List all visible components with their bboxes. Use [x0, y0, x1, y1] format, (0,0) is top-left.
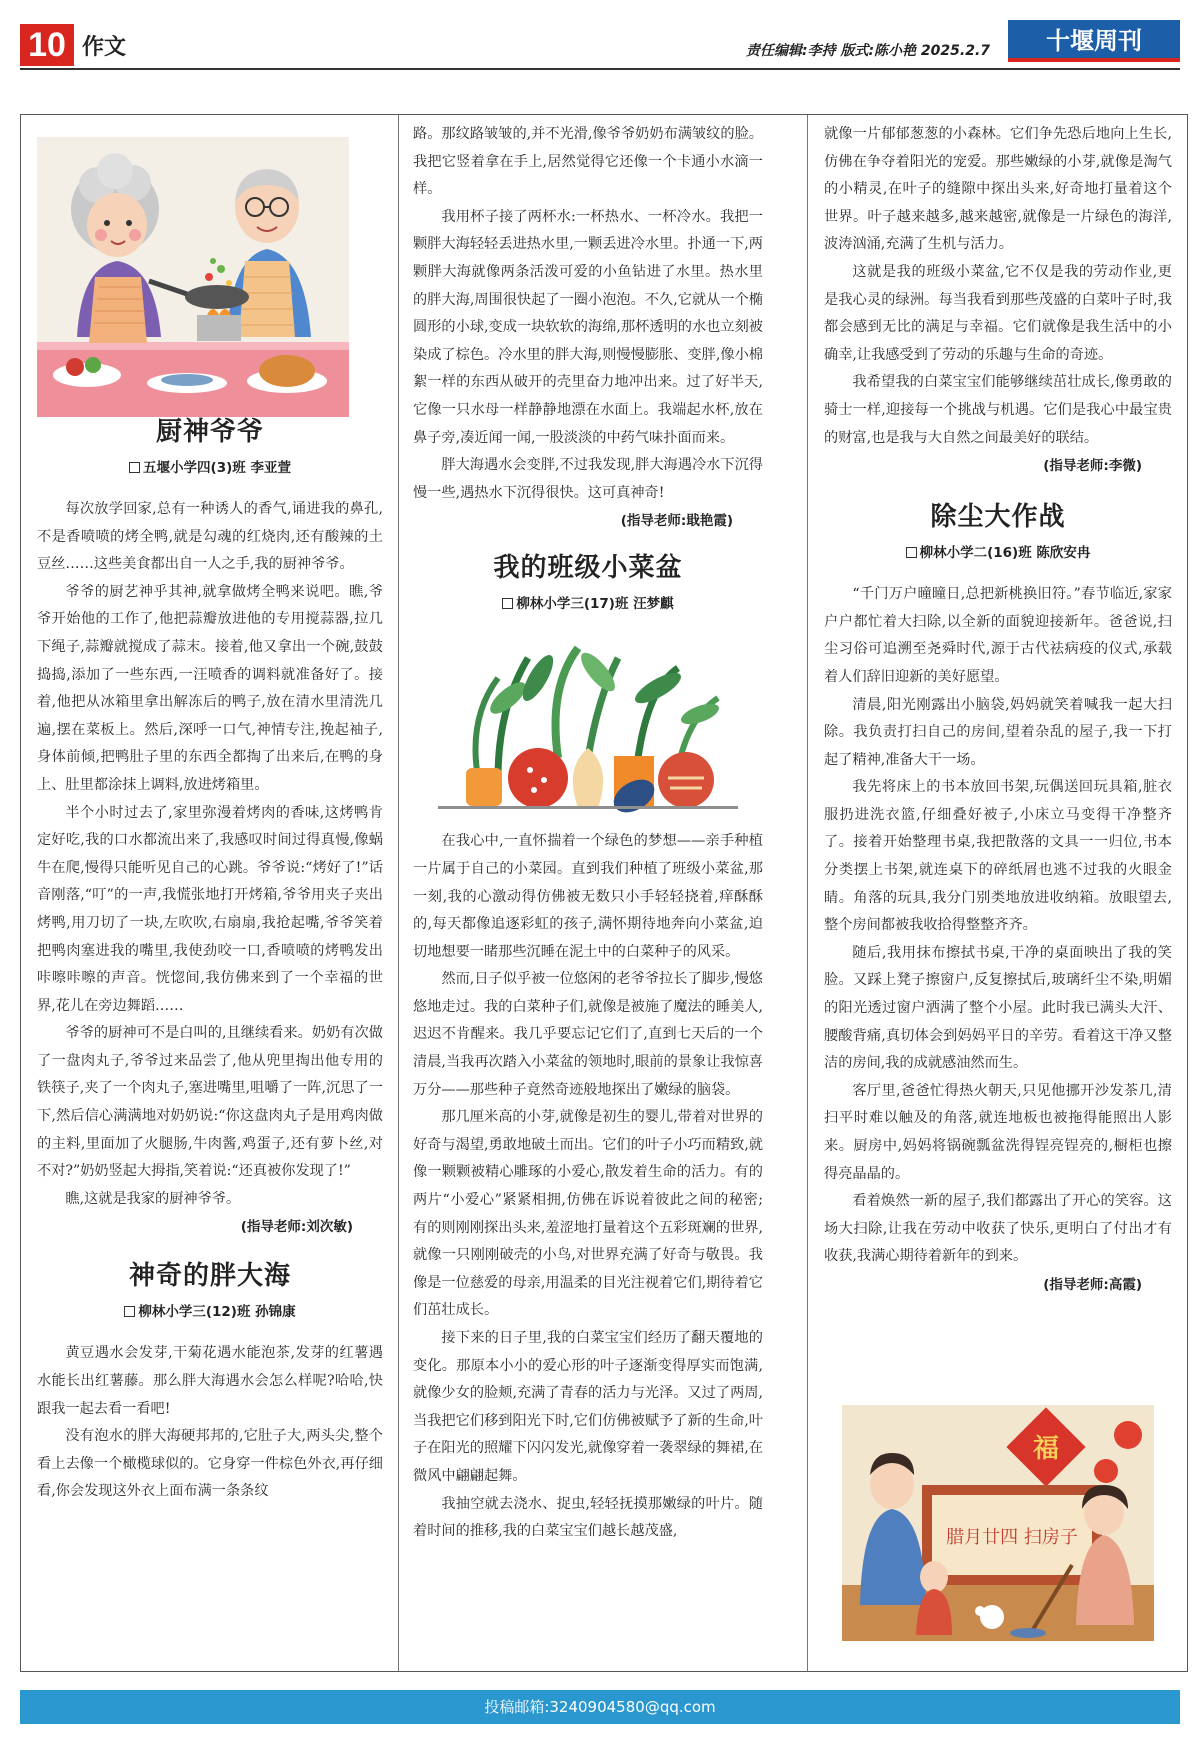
- paragraph-continued: 路。那纹路皱皱的,并不光滑,像爷爷奶奶布满皱纹的脸。我把它竖着拿在手上,居然觉得它还像一个卡通小水滴一样。: [413, 126, 763, 198]
- byline-box-icon: [502, 598, 513, 609]
- column-divider: [807, 115, 808, 1671]
- paragraph-continued: 就像一片郁郁葱葱的小森林。它们争先恐后地向上生长,仿佛在争夺着阳光的宠爱。那些嫩绿的小芽,就像是淘气的小精灵,在叶子的缝隙中探出头来,好奇地打量着这个世界。叶子越来越多,越来越密,就像是一片绿色的海洋,波涛汹涌,充满了生机与活力。: [824, 126, 1172, 253]
- article-body-veg: [413, 828, 763, 1545]
- editor-line: 责任编辑:李持 版式:陈小艳 2025.2.7: [745, 43, 990, 59]
- paragraph: 在我心中,一直怀揣着一个绿色的梦想——亲手种植一片属于自己的小菜园。直到我们种植了班级小菜盆,那一刻,我的心激动得仿佛被无数只小手轻轻挠着,痒酥酥的,每天都像追逐彩虹的孩子,满怀期待地奔向小菜盆,迫切地想要一睹那些沉睡在泥土中的白菜种子的风采。: [413, 833, 763, 960]
- teacher-credit-clean: (指导老师:高霞): [1043, 1276, 1142, 1293]
- paragraph: 我抽空就去浇水、捉虫,轻轻抚摸那嫩绿的叶片。随着时间的推移,我的白菜宝宝们越长越茂盛,: [413, 1495, 763, 1540]
- column-3: [824, 115, 1172, 1671]
- article-title-veg: 我的班级小菜盆: [493, 553, 683, 584]
- teacher-credit-veg: (指导老师:李微): [1043, 458, 1142, 475]
- brand-logo: 十堰周刊: [1008, 20, 1180, 62]
- article-title-chef: 厨神爷爷: [155, 417, 264, 447]
- byline-text: 柳林小学二(16)班 陈欣安冉: [919, 545, 1091, 562]
- byline-text: 五堰小学四(3)班 李亚萱: [143, 460, 291, 476]
- section-name: 作文: [82, 35, 127, 60]
- paragraph: 我用杯子接了两杯水:一杯热水、一杯冷水。我把一颗胖大海轻轻丢进热水里,一颗丢进冷水里。扑通一下,两颗胖大海就像两条活泼可爱的小鱼钻进了水里。热水里的胖大海,周围很快起了一圈小泡泡。不久,它就从一个椭圆形的小球,变成一块软软的海绵,那杯透明的水也立刻被染成了棕色。冷水里的胖大海,则慢慢膨胀、变胖,像小棉絮一样的东西从破开的壳里奋力地冲出来。过了好半天,它像一只水母一样静静地漂在水面上。我端起水杯,放在鼻子旁,凑近闻一闻,一股淡淡的中药气味扑面而来。: [413, 208, 763, 446]
- article-byline-sea: [37, 1300, 383, 1320]
- column-1: [37, 115, 383, 1671]
- paragraph: 清晨,阳光刚露出小脑袋,妈妈就笑着喊我一起大扫除。我负责打扫自己的房间,望着杂乱的屋子,我一下打起了精神,准备大干一场。: [824, 696, 1172, 768]
- byline-text: 柳林小学三(17)班 汪梦麒: [516, 596, 674, 613]
- header-rule: [20, 68, 1180, 70]
- byline-box-icon: [124, 1306, 135, 1317]
- paragraph: 我希望我的白菜宝宝们能够继续茁壮成长,像勇敢的骑士一样,迎接每一个挑战与机遇。它们是我心中最宝贵的财富,也是我与大自然之间最美好的联结。: [824, 374, 1172, 446]
- paragraph: “千门万户曈曈日,总把新桃换旧符。”春节临近,家家户户都忙着大扫除,以全新的面貌迎接新年。爸爸说,扫尘习俗可追溯至尧舜时代,源于古代祛病疫的仪式,承载着人们辞旧迎新的美好愿望。: [824, 586, 1172, 685]
- paragraph: 客厅里,爸爸忙得热火朝天,只见他挪开沙发茶几,清扫平时难以触及的角落,就连地板也被拖得能照出人影来。厨房中,妈妈将锅碗瓢盆洗得锃亮锃亮的,橱柜也擦得亮晶晶的。: [824, 1082, 1172, 1182]
- article-body-clean: [824, 581, 1172, 1271]
- article-byline-chef: [37, 456, 383, 476]
- potted-plants-illustration: [438, 628, 738, 818]
- byline-text: 柳林小学三(12)班 孙锦康: [138, 1304, 296, 1321]
- column-divider: [398, 115, 399, 1671]
- article-title-clean: 除尘大作战: [930, 502, 1066, 533]
- family-cleaning-illustration: [842, 1405, 1154, 1641]
- paragraph: 看着焕然一新的屋子,我们都露出了开心的笑容。这场大扫除,让我在劳动中收获了快乐,更明白了付出才有收获,我满心期待着新年的到来。: [824, 1193, 1172, 1265]
- paragraph: 那几厘米高的小芽,就像是初生的婴儿,带着对世界的好奇与渴望,勇敢地破土而出。它们的叶子小巧而精致,就像一颗颗被精心雕琢的小爱心,散发着生命的活力。有的两片“小爱心”紧紧相拥,仿佛在诉说着彼此之间的秘密;有的则刚刚探出头来,羞涩地打量着这个五彩斑斓的世界,就像一只刚刚破壳的小鸟,对世界充满了好奇与敬畏。我像是一位慈爱的母亲,用温柔的目光注视着它们,期待着它们茁壮成长。: [413, 1109, 763, 1319]
- article-title-sea: 神奇的胖大海: [128, 1261, 291, 1292]
- paragraph: 然而,日子似乎被一位悠闲的老爷爷拉长了脚步,慢悠悠地走过。我的白菜种子们,就像是被施了魔法的睡美人,迟迟不肯醒来。我几乎要忘记它们了,直到七天后的一个清晨,当我再次踏入小菜盆的领地时,眼前的景象让我惊喜万分——那些种子竟然奇迹般地探出了嫩绿的脑袋。: [413, 971, 763, 1098]
- grandparents-cooking-illustration: [37, 137, 349, 417]
- page-header: [20, 18, 1180, 68]
- paragraph: 接下来的日子里,我的白菜宝宝们经历了翻天覆地的变化。那原本小小的爱心形的叶子逐渐变得厚实而饱满,就像少女的脸颊,充满了青春的活力与光泽。又过了两周,当我把它们移到阳光下时,它们仿佛被赋予了新的生命,叶子在阳光的照耀下闪闪发光,就像穿着一袭翠绿的舞裙,在微风中翩翩起舞。: [413, 1330, 763, 1484]
- contribution-footer: 投稿邮箱:3240904580@qq.com: [20, 1690, 1180, 1724]
- column-2: [413, 115, 763, 1671]
- paragraph: 每次放学回家,总有一种诱人的香气,诵进我的鼻孔,不是香喷喷的烤全鸭,就是勾魂的红烧肉,还有酸辣的土豆丝……这些美食都出自一人之手,我的厨神爷爷。: [37, 501, 383, 573]
- fu-character: 福: [1032, 1434, 1060, 1464]
- paragraph: 我先将床上的书本放回书架,玩偶送回玩具箱,脏衣服扔进洗衣篮,仔细叠好被子,小床立马变得干净整齐了。接着开始整理书桌,我把散落的文具一一归位,书本分类摆上书架,就连桌下的碎纸屑也逃不过我的火眼金睛。角落的玩具,我分门别类地放进收纳箱。放眼望去,整个房间都被我收拾得整整齐齐。: [824, 779, 1172, 934]
- paragraph: 没有泡水的胖大海硬邦邦的,它肚子大,两头尖,整个看上去像一个橄榄球似的。它身穿一件棕色外衣,再仔细看,你会发现这外衣上面布满一条条纹: [37, 1428, 383, 1500]
- article-byline-clean: [824, 541, 1172, 561]
- teacher-credit-chef: (指导老师:刘次敏): [240, 1219, 353, 1236]
- paragraph: 胖大海遇水会变胖,不过我发现,胖大海遇冷水下沉得慢一些,遇热水下沉得很快。这可真神奇!: [413, 457, 763, 501]
- content-frame: [20, 114, 1188, 1672]
- paragraph: 黄豆遇水会发芽,干菊花遇水能泡茶,发芽的红薯遇水能长出红薯藤。那么胖大海遇水会怎么样呢?哈哈,快跟我一起去看一看吧!: [37, 1345, 383, 1417]
- page-number: 10: [20, 24, 74, 66]
- article-byline-veg: [413, 592, 763, 612]
- sign-text: 腊月廿四 扫房子: [946, 1527, 1078, 1548]
- paragraph: 这就是我的班级小菜盆,它不仅是我的劳动作业,更是我心灵的绿洲。每当我看到那些茂盛的白菜叶子时,我都会感到无比的满足与幸福。它们就像是我生活中的小确幸,让我感受到了劳动的乐趣与生命的奇迹。: [824, 263, 1172, 363]
- paragraph: 爷爷的厨艺神乎其神,就拿做烤全鸭来说吧。瞧,爷爷开始他的工作了,他把蒜瓣放进他的专用搅蒜器,拉几下绳子,蒜瓣就搅成了蒜末。接着,他又拿出一个碗,鼓鼓捣捣,添加了一些东西,一汪喷香的调料就准备好了。接着,他把从冰箱里拿出解冻后的鸭子,放在清水里清洗几遍,摆在菜板上。然后,深呼一口气,神情专注,挽起袖子,身体前倾,把鸭肚子里的东西全都掏了出来后,在鸭的身上、肚里都涂抹上调料,放进烤箱里。: [37, 583, 383, 793]
- teacher-credit-sea: (指导老师:戢艳霞): [620, 513, 733, 530]
- paragraph: 瞧,这就是我家的厨神爷爷。: [65, 1190, 241, 1207]
- article-body-sea: [37, 1340, 383, 1506]
- byline-box-icon: [129, 462, 140, 473]
- paragraph: 爷爷的厨神可不是白叫的,且继续看来。奶奶有次做了一盘肉丸子,爷爷过来品尝了,他从兜里掏出他专用的铁筷子,夹了一个肉丸子,塞进嘴里,咀嚼了一阵,沉思了一下,然后信心满满地对奶奶说:“你这盘肉丸子是用鸡肉做的主料,里面加了火腿肠,牛肉酱,鸡蛋子,还有萝卜丝,对不对?”奶奶竖起大拇指,笑着说:“还真被你发现了!”: [37, 1025, 383, 1180]
- paragraph: 半个小时过去了,家里弥漫着烤肉的香味,这烤鸭肯定好吃,我的口水都流出来了,我感叹时间过得真慢,像蜗牛在爬,慢得只能听见自己的心跳。爷爷说:“烤好了!”话音刚落,“叮”的一声,我慌张地打开烤箱,爷爷用夹子夹出烤鸭,用刀切了一块,左吹吹,右扇扇,我抢起嘴,爷爷笑着把鸭肉塞进我的嘴里,我使劲咬一口,香喷喷的烤鸭发出咔嚓咔嚓的声音。恍惚间,我仿佛来到了一个幸福的世界,花儿在旁边舞蹈……: [37, 804, 383, 1014]
- byline-box-icon: [906, 547, 917, 558]
- paragraph: 随后,我用抹布擦拭书桌,干净的桌面映出了我的笑脸。又踩上凳子擦窗户,反复擦拭后,玻璃纤尘不染,明媚的阳光透过窗户洒满了整个小屋。此时我已满头大汗、腰酸背痛,真切体会到妈妈平日的辛劳。看着这干净又整洁的房间,我的成就感油然而生。: [824, 944, 1172, 1072]
- article-body-chef: [37, 496, 383, 1213]
